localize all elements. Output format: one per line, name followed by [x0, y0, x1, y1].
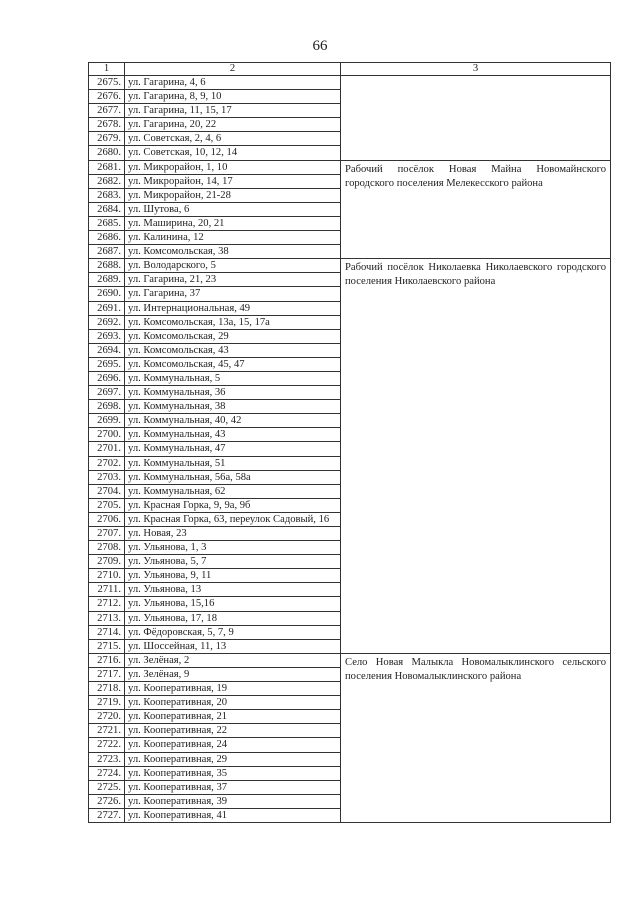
locality-cell: Рабочий посёлок Новая Майна Новомайнского городского поселения Мелекесского района	[341, 160, 611, 259]
row-number: 2693.	[89, 329, 125, 343]
address-cell: ул. Гагарина, 21, 23	[125, 273, 341, 287]
table-row	[89, 160, 611, 174]
row-number: 2699.	[89, 414, 125, 428]
address-table	[88, 62, 611, 823]
address-cell: ул. Коммунальная, 38	[125, 400, 341, 414]
row-number: 2676.	[89, 90, 125, 104]
address-cell: ул. Коммунальная, 43	[125, 428, 341, 442]
address-cell: ул. Комсомольская, 43	[125, 343, 341, 357]
address-cell: ул. Микрорайон, 1, 10	[125, 160, 341, 174]
row-number: 2684.	[89, 202, 125, 216]
row-number: 2709.	[89, 555, 125, 569]
row-number: 2701.	[89, 442, 125, 456]
table-body	[89, 76, 611, 823]
address-cell: ул. Коммунальная, 5	[125, 371, 341, 385]
row-number: 2719.	[89, 696, 125, 710]
row-number: 2727.	[89, 808, 125, 822]
row-number: 2723.	[89, 752, 125, 766]
address-cell: ул. Коммунальная, 47	[125, 442, 341, 456]
address-cell: ул. Микрорайон, 21-28	[125, 188, 341, 202]
address-cell: ул. Фёдоровская, 5, 7, 9	[125, 625, 341, 639]
row-number: 2686.	[89, 231, 125, 245]
row-number: 2706.	[89, 512, 125, 526]
row-number: 2724.	[89, 766, 125, 780]
address-cell: ул. Ульянова, 17, 18	[125, 611, 341, 625]
address-cell: ул. Кооперативная, 24	[125, 738, 341, 752]
address-cell: ул. Ульянова, 1, 3	[125, 541, 341, 555]
address-cell: ул. Интернациональная, 49	[125, 301, 341, 315]
row-number: 2678.	[89, 118, 125, 132]
row-number: 2691.	[89, 301, 125, 315]
row-number: 2725.	[89, 780, 125, 794]
row-number: 2715.	[89, 639, 125, 653]
address-cell: ул. Коммунальная, 56а, 58а	[125, 470, 341, 484]
address-cell: ул. Ульянова, 9, 11	[125, 569, 341, 583]
row-number: 2708.	[89, 541, 125, 555]
address-cell: ул. Кооперативная, 20	[125, 696, 341, 710]
address-cell: ул. Гагарина, 4, 6	[125, 76, 341, 90]
row-number: 2689.	[89, 273, 125, 287]
table-row	[89, 259, 611, 273]
address-cell: ул. Кооперативная, 35	[125, 766, 341, 780]
address-cell: ул. Ульянова, 13	[125, 583, 341, 597]
row-number: 2718.	[89, 682, 125, 696]
row-number: 2681.	[89, 160, 125, 174]
address-cell: ул. Советская, 2, 4, 6	[125, 132, 341, 146]
row-number: 2675.	[89, 76, 125, 90]
address-cell: ул. Новая, 23	[125, 527, 341, 541]
row-number: 2716.	[89, 653, 125, 667]
row-number: 2707.	[89, 527, 125, 541]
row-number: 2695.	[89, 357, 125, 371]
row-number: 2677.	[89, 104, 125, 118]
address-cell: ул. Советская, 10, 12, 14	[125, 146, 341, 160]
row-number: 2683.	[89, 188, 125, 202]
address-cell: ул. Комсомольская, 13а, 15, 17а	[125, 315, 341, 329]
row-number: 2714.	[89, 625, 125, 639]
address-cell: ул. Комсомольская, 45, 47	[125, 357, 341, 371]
row-number: 2694.	[89, 343, 125, 357]
address-cell: ул. Коммунальная, 62	[125, 484, 341, 498]
address-cell: ул. Красная Горка, 9, 9а, 9б	[125, 498, 341, 512]
address-cell: ул. Микрорайон, 14, 17	[125, 174, 341, 188]
address-cell: ул. Комсомольская, 29	[125, 329, 341, 343]
header-col-locality: 3	[341, 63, 611, 76]
address-cell: ул. Гагарина, 8, 9, 10	[125, 90, 341, 104]
address-cell: ул. Кооперативная, 41	[125, 808, 341, 822]
row-number: 2685.	[89, 216, 125, 230]
address-cell: ул. Зелёная, 2	[125, 653, 341, 667]
address-cell: ул. Зелёная, 9	[125, 667, 341, 681]
header-col-address: 2	[125, 63, 341, 76]
row-number: 2705.	[89, 498, 125, 512]
address-cell: ул. Гагарина, 11, 15, 17	[125, 104, 341, 118]
row-number: 2696.	[89, 371, 125, 385]
address-cell: ул. Кооперативная, 21	[125, 710, 341, 724]
row-number: 2702.	[89, 456, 125, 470]
row-number: 2692.	[89, 315, 125, 329]
address-cell: ул. Шоссейная, 11, 13	[125, 639, 341, 653]
row-number: 2712.	[89, 597, 125, 611]
address-cell: ул. Ульянова, 15,16	[125, 597, 341, 611]
address-cell: ул. Коммунальная, 40, 42	[125, 414, 341, 428]
row-number: 2726.	[89, 794, 125, 808]
address-cell: ул. Ульянова, 5, 7	[125, 555, 341, 569]
row-number: 2700.	[89, 428, 125, 442]
address-cell: ул. Маширина, 20, 21	[125, 216, 341, 230]
row-number: 2713.	[89, 611, 125, 625]
row-number: 2720.	[89, 710, 125, 724]
address-cell: ул. Кооперативная, 29	[125, 752, 341, 766]
address-cell: ул. Коммунальная, 51	[125, 456, 341, 470]
address-cell: ул. Красная Горка, 63, переулок Садовый, 16	[125, 512, 341, 526]
address-cell: ул. Гагарина, 37	[125, 287, 341, 301]
locality-cell: Рабочий посёлок Николаевка Николаевского городского поселения Николаевского района	[341, 259, 611, 654]
address-cell: ул. Кооперативная, 19	[125, 682, 341, 696]
address-cell: ул. Кооперативная, 39	[125, 794, 341, 808]
row-number: 2679.	[89, 132, 125, 146]
row-number: 2717.	[89, 667, 125, 681]
table-row	[89, 76, 611, 90]
locality-cell: Село Новая Малыкла Новомалыклинского сельского поселения Новомалыклинского района	[341, 653, 611, 822]
header-row	[89, 63, 611, 76]
page-number: 66	[312, 38, 328, 54]
row-number: 2711.	[89, 583, 125, 597]
row-number: 2710.	[89, 569, 125, 583]
row-number: 2690.	[89, 287, 125, 301]
header-col-number: 1	[89, 63, 125, 76]
address-cell: ул. Калинина, 12	[125, 231, 341, 245]
row-number: 2721.	[89, 724, 125, 738]
row-number: 2722.	[89, 738, 125, 752]
address-cell: ул. Комсомольская, 38	[125, 245, 341, 259]
address-cell: ул. Кооперативная, 37	[125, 780, 341, 794]
address-cell: ул. Гагарина, 20, 22	[125, 118, 341, 132]
locality-cell	[341, 76, 611, 161]
row-number: 2703.	[89, 470, 125, 484]
table-row	[89, 653, 611, 667]
address-cell: ул. Коммунальная, 36	[125, 386, 341, 400]
row-number: 2682.	[89, 174, 125, 188]
row-number: 2697.	[89, 386, 125, 400]
row-number: 2704.	[89, 484, 125, 498]
row-number: 2698.	[89, 400, 125, 414]
row-number: 2680.	[89, 146, 125, 160]
address-cell: ул. Кооперативная, 22	[125, 724, 341, 738]
address-cell: ул. Володарского, 5	[125, 259, 341, 273]
row-number: 2688.	[89, 259, 125, 273]
address-cell: ул. Шутова, 6	[125, 202, 341, 216]
row-number: 2687.	[89, 245, 125, 259]
